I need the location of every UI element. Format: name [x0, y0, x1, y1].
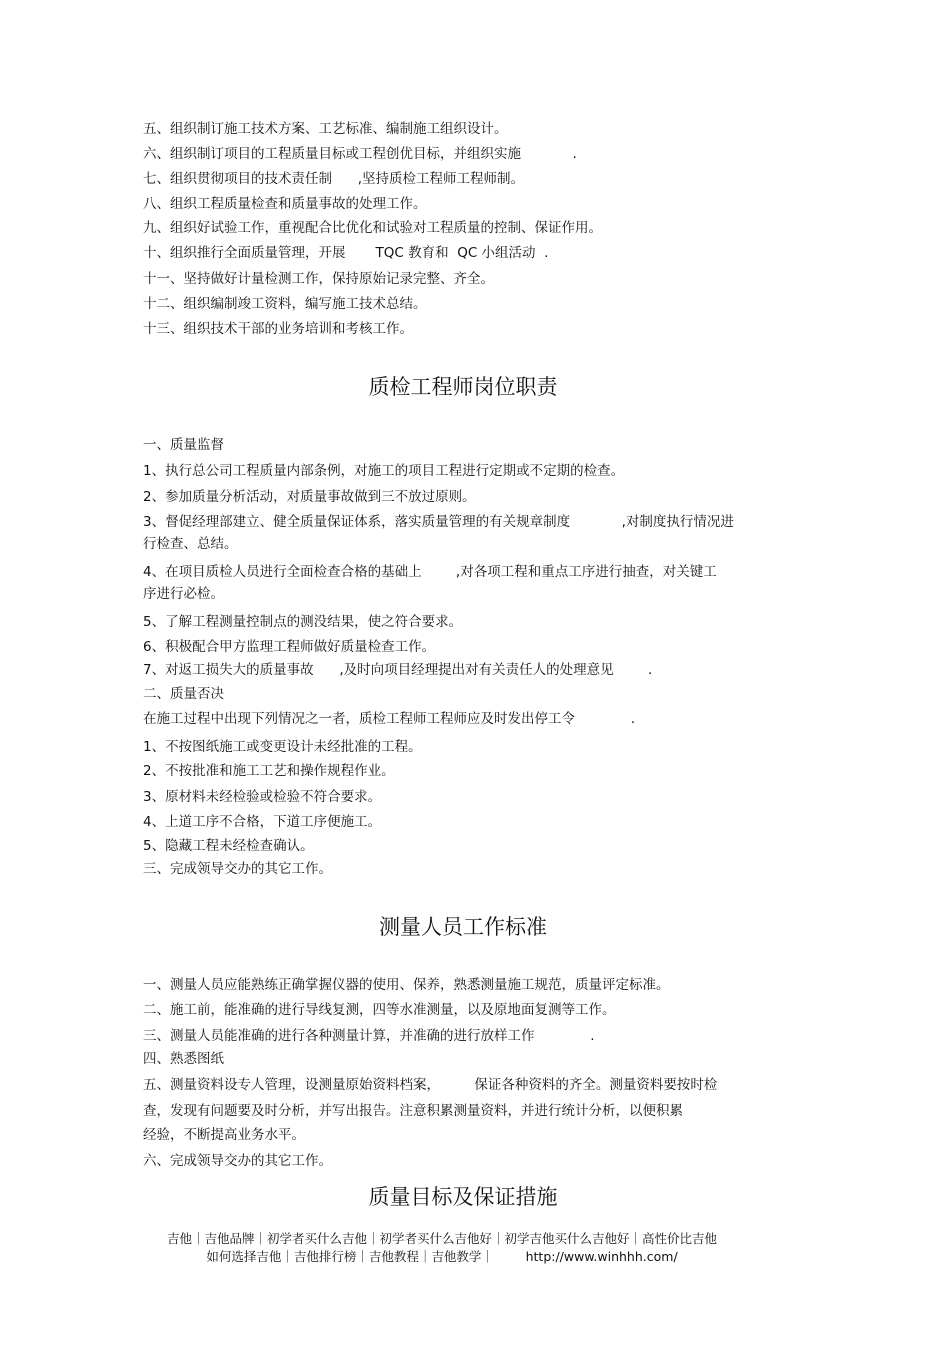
text-line: 4、在项目质检人员进行全面检查合格的基础上 ,对各项工程和重点工序进行抽查，对关键工 [143, 564, 717, 580]
text-line: 3、原材料未经检验或检验不符合要求。 [143, 789, 382, 805]
footer-url-line: 如何选择吉他｜吉他排行榜｜吉他教程｜吉他教学｜ http://www.winhhh.com/ [206, 1249, 678, 1264]
text-line: 3、督促经理部建立、健全质量保证体系，落实质量管理的有关规章制度 ,对制度执行情况进 [143, 514, 734, 530]
text-line: 行检查、总结。 [143, 536, 238, 552]
footer-links: 吉他｜吉他品牌｜初学者买什么吉他｜初学者买什么吉他好｜初学吉他买什么吉他好｜高性价比吉他 [166, 1231, 717, 1246]
section-heading: 测量人员工作标准 [379, 915, 547, 939]
text-line: 6、积极配合甲方监理工程师做好质量检查工作。 [143, 639, 436, 655]
text-line: 十、组织推行全面质量管理，开展 TQC 教育和 QC 小组活动 . [143, 245, 549, 261]
text-line: 4、上道工序不合格，下道工序便施工。 [143, 814, 382, 830]
text-line: 2、参加质量分析活动，对质量事故做到三不放过原则。 [143, 489, 476, 505]
text-line: 1、执行总公司工程质量内部条例，对施工的项目工程进行定期或不定期的检查。 [143, 463, 625, 479]
text-line: 四、熟悉图纸 [143, 1051, 224, 1067]
text-line: 查，发现有问题要及时分析，并写出报告。注意积累测量资料，并进行统计分析，以便积累 [143, 1103, 683, 1119]
text-line: 六、组织制订项目的工程质量目标或工程创优目标，并组织实施 . [143, 146, 577, 162]
text-line: 5、隐藏工程未经检查确认。 [143, 838, 314, 854]
text-line: 7、对返工损失大的质量事故 ,及时向项目经理提出对有关责任人的处理意见 . [143, 662, 653, 678]
text-line: 一、测量人员应能熟练正确掌握仪器的使用、保养，熟悉测量施工规范，质量评定标准。 [143, 977, 670, 993]
text-line: 2、不按批准和施工工艺和操作规程作业。 [143, 763, 395, 779]
text-line: 5、了解工程测量控制点的测没结果，使之符合要求。 [143, 614, 463, 630]
text-line: 二、质量否决 [143, 686, 224, 702]
text-line: 1、不按图纸施工或变更设计未经批准的工程。 [143, 739, 422, 755]
text-line: 十二、组织编制竣工资料，编写施工技术总结。 [143, 296, 427, 312]
text-line: 六、完成领导交办的其它工作。 [143, 1153, 332, 1169]
text-line: 十三、组织技术干部的业务培训和考核工作。 [143, 321, 413, 337]
text-line: 三、测量人员能准确的进行各种测量计算，并准确的进行放样工作 . [143, 1028, 595, 1044]
text-line: 序进行必检。 [143, 586, 224, 602]
text-line: 七、组织贯彻项目的技术责任制 ,坚持质检工程师工程师制。 [143, 171, 525, 187]
text-line: 五、测量资料设专人管理，设测量原始资料档案， 保证各种资料的齐全。测量资料要按时检 [143, 1077, 718, 1093]
text-line: 在施工过程中出现下列情况之一者，质检工程师工程师应及时发出停工令 . [143, 711, 636, 727]
text-line: 八、组织工程质量检查和质量事故的处理工作。 [143, 196, 427, 212]
text-line: 五、组织制订施工技术方案、工艺标准、编制施工组织设计。 [143, 121, 508, 137]
section-heading: 质量目标及保证措施 [368, 1185, 558, 1209]
text-line: 九、组织好试验工作，重视配合比优化和试验对工程质量的控制、保证作用。 [143, 220, 602, 236]
text-line: 经验，不断提高业务水平。 [143, 1127, 305, 1143]
text-line: 三、完成领导交办的其它工作。 [143, 861, 332, 877]
text-line: 一、质量监督 [143, 437, 224, 453]
text-line: 十一、坚持做好计量检测工作，保持原始记录完整、齐全。 [143, 271, 494, 287]
section-heading: 质检工程师岗位职责 [368, 375, 558, 399]
text-line: 二、施工前，能准确的进行导线复测，四等水准测量，以及原地面复测等工作。 [143, 1002, 616, 1018]
